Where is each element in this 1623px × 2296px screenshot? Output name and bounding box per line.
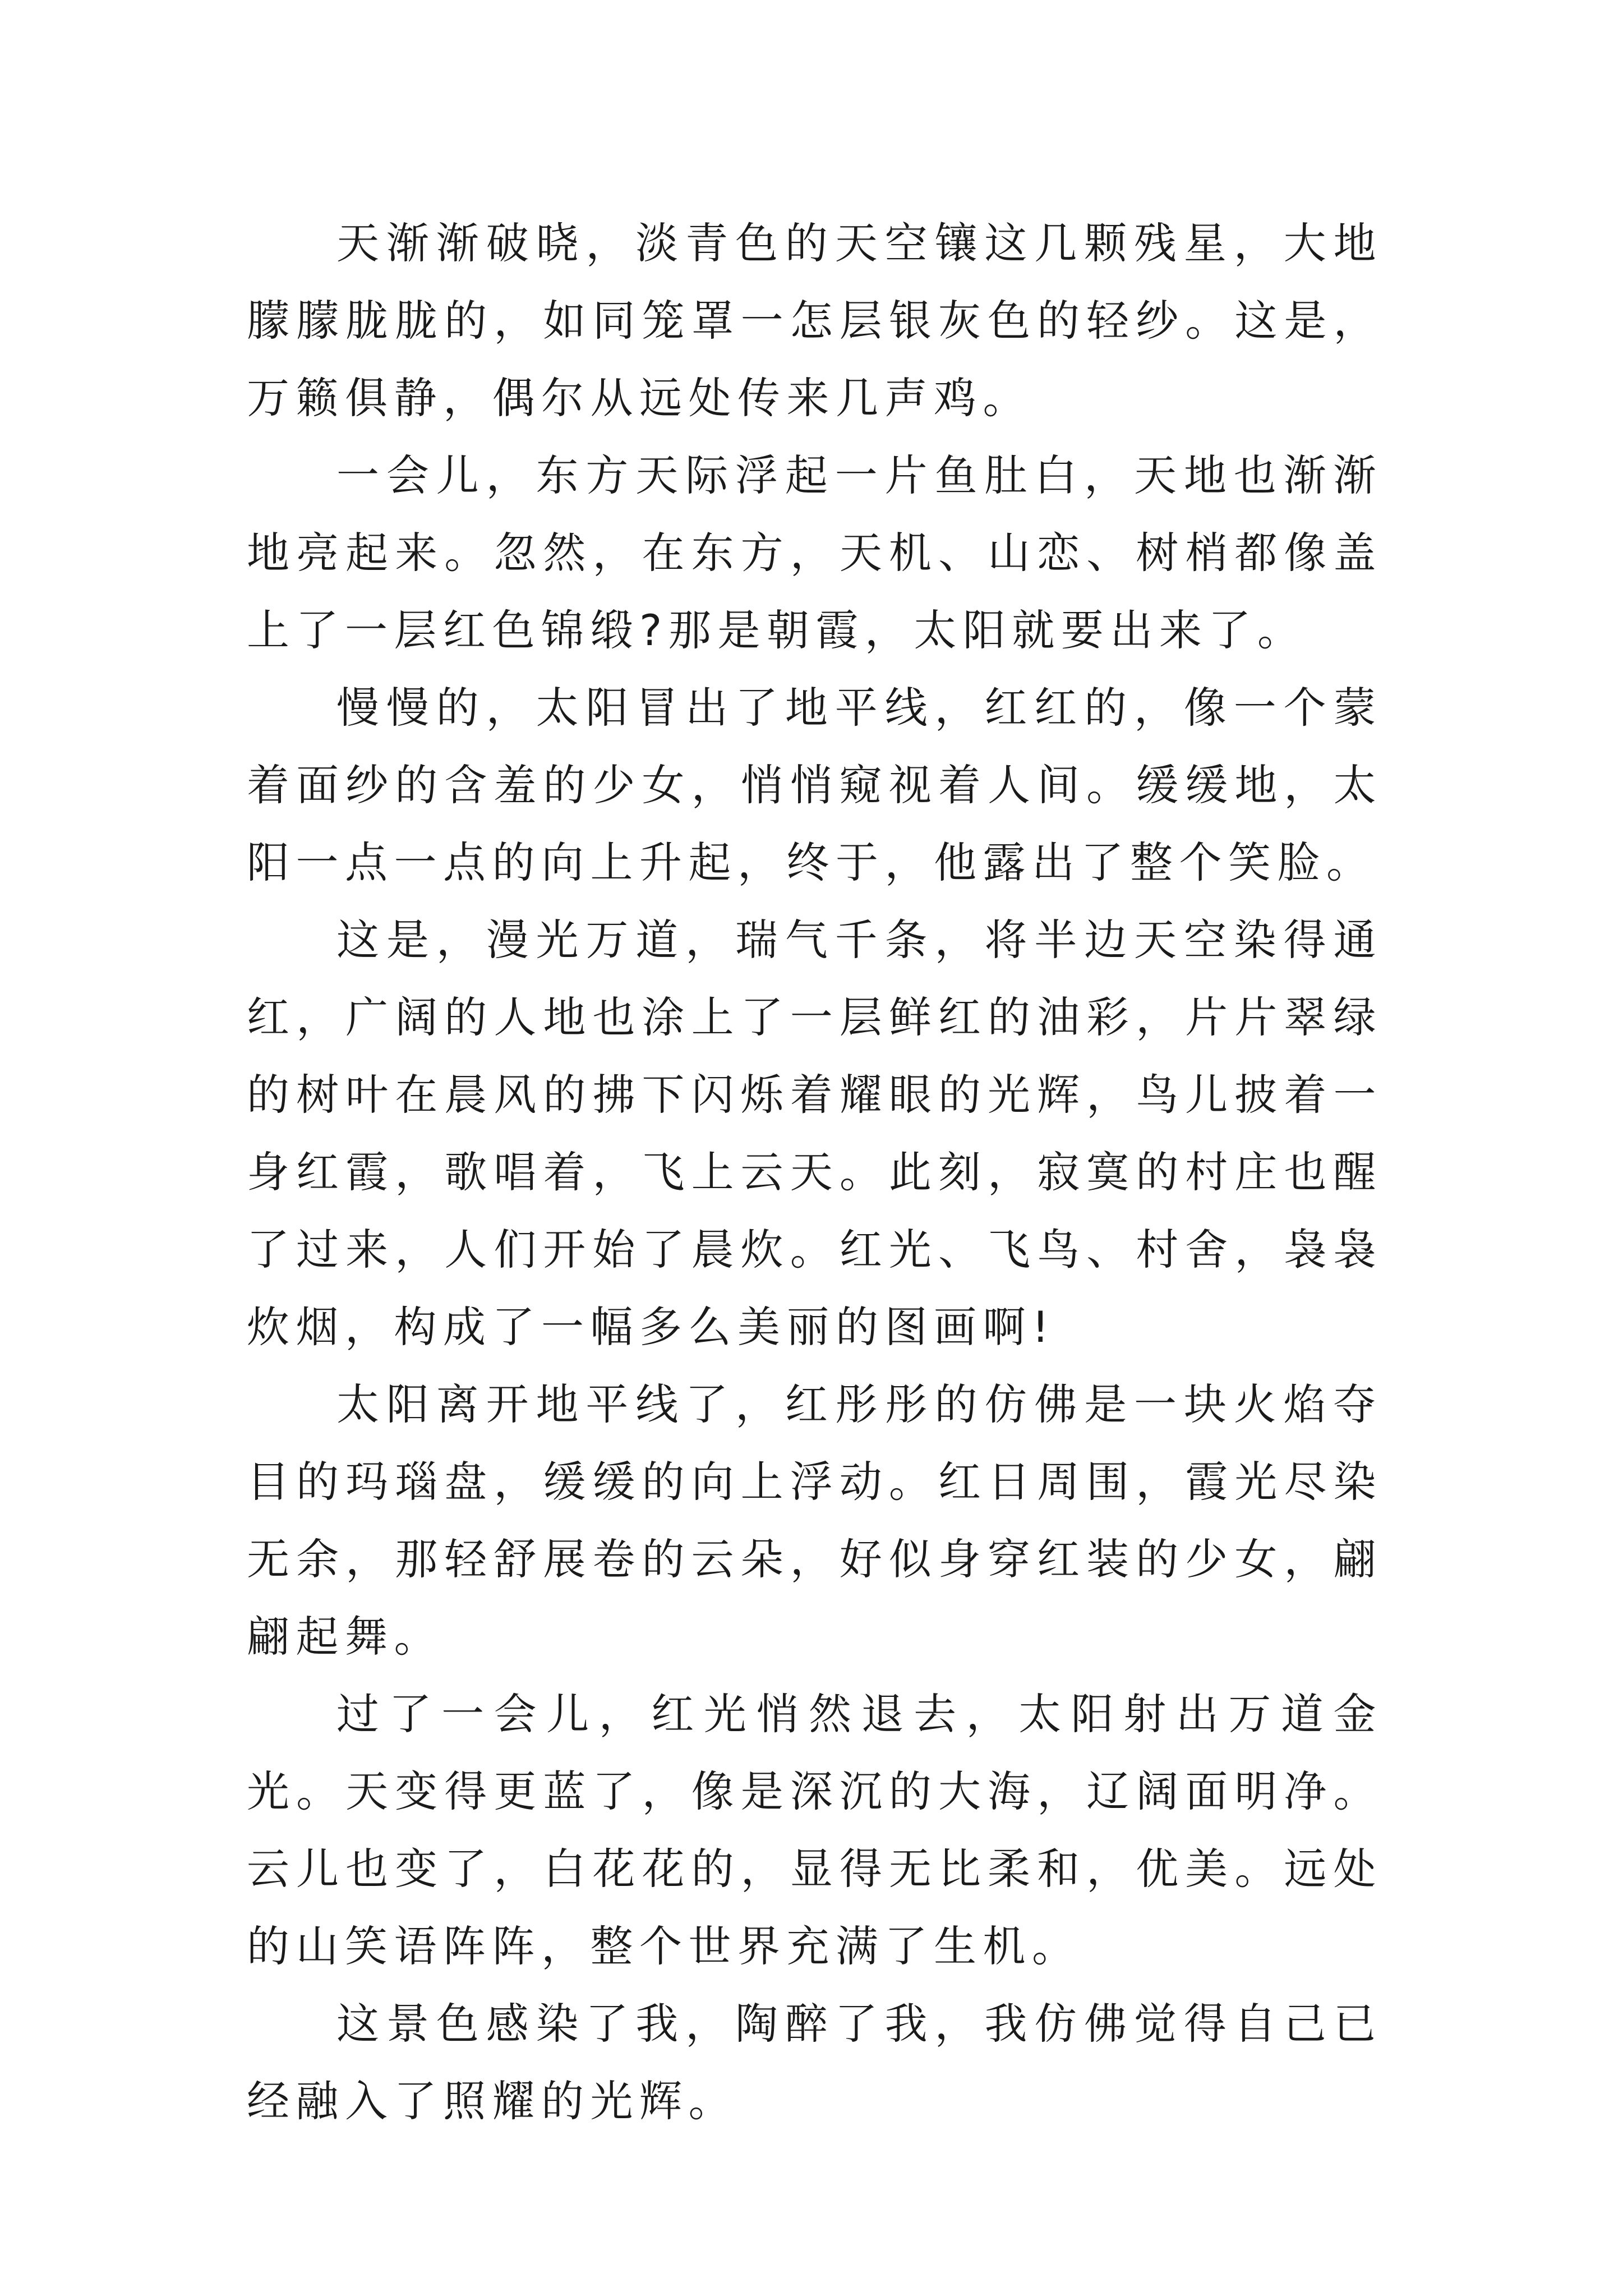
- paragraph-5: 太阳离开地平线了，红彤彤的仿佛是一块火焰夺目的玛瑙盘，缓缓的向上浮动。红日周围，霞光尽染无余，那轻舒展卷的云朵，好似身穿红装的少女，翩翩起舞。: [247, 1379, 1382, 1662]
- paragraph-3: 慢慢的，太阳冒出了地平线，红红的，像一个蒙着面纱的含羞的少女，悄悄窥视着人间。缓缓地，太阳一点一点的向上升起，终于，他露出了整个笑脸。: [247, 683, 1382, 887]
- paragraph-7: 这景色感染了我，陶醉了我，我仿佛觉得自己已经融入了照耀的光辉。: [247, 1999, 1382, 2126]
- paragraph-6: 过了一会儿，红光悄然退去，太阳射出万道金光。天变得更蓝了，像是深沉的大海，辽阔面明净。云儿也变了，白花花的，显得无比柔和，优美。远处的山笑语阵阵，整个世界充满了生机。: [247, 1689, 1382, 1971]
- paragraph-1: 天渐渐破晓，淡青色的天空镶这几颗残星，大地朦朦胧胧的，如同笼罩一怎层银灰色的轻纱。这是，万籁俱静，偶尔从远处传来几声鸡。: [247, 218, 1382, 423]
- paragraph-2: 一会儿，东方天际浮起一片鱼肚白，天地也渐渐地亮起来。忽然，在东方，天机、山恋、树梢都像盖上了一层红色锦缎?那是朝霞，太阳就要出来了。: [247, 450, 1382, 655]
- essay-body: [247, 205, 1382, 2140]
- paragraph-4: 这是，漫光万道，瑞气千条，将半边天空染得通红，广阔的人地也涂上了一层鲜红的油彩，片片翠绿的树叶在晨风的拂下闪烁着耀眼的光辉，鸟儿披着一身红霞，歌唱着，飞上云天。此刻，寂寞的村庄也醒了过来，人们开始了晨炊。红光、飞鸟、村舍，袅袅炊烟，构成了一幅多么美丽的图画啊!: [247, 915, 1382, 1352]
